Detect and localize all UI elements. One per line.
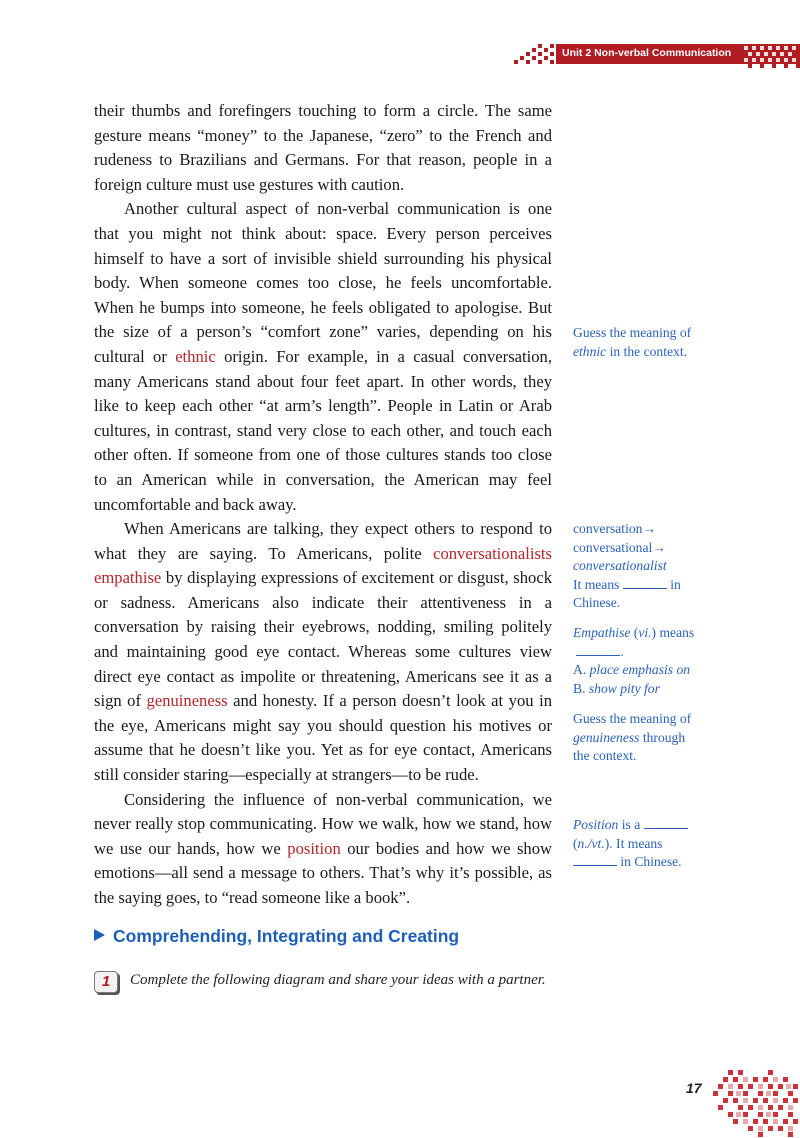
fill-blank[interactable]	[644, 816, 688, 829]
article-body	[94, 99, 552, 911]
paragraph-2: Another cultural aspect of non-verbal communication is one that you might not think about: space. Every person perceives himself to have a sort of invisible shield surrounding his physical body. When someone comes too close, he feels uncomfortable. When he bumps into someone, he feels obligated to apologise. But the size of a person’s “comfort zone” varies, depending on his cultural or ethnic origin. For example, in a casual conversation, many Americans stand about four feet apart. In other words, they like to keep each other “at arm’s length”. People in Latin or Arab cultures, in contrast, stand very close to each other, and touch each other often. If someone from one of those cultures stands too close to an American while in conversation, the American may feel uncomfortable and back away.	[94, 199, 552, 514]
option-a[interactable]: place emphasis on	[589, 662, 691, 677]
header-checker-pattern	[506, 40, 556, 66]
section-heading: Comprehending, Integrating and Creating	[94, 926, 459, 947]
unit-title: Unit 2 Non-verbal Communication	[562, 47, 732, 59]
keyword-conversationalists-empathise: conversationalists empathise	[94, 543, 552, 588]
page-number: 17	[686, 1080, 702, 1096]
keyword-position: position	[287, 838, 341, 858]
header-checker-right	[740, 44, 800, 70]
keyword-genuineness: genuineness	[146, 691, 228, 711]
paragraph-4: Considering the influence of non-verbal communication, we never really stop communicating. How we walk, how we stand, how we use our hands, how we position our bodies and how we show emotions—all send a message to others. That’s why it’s possible, as the saying goes, to “read someone like a book”.	[94, 789, 552, 907]
task-number-badge: 1	[94, 971, 118, 993]
paragraph-1: their thumbs and forefingers touching to form a circle. The same gesture means “money” to the Japanese, “zero” to the French and rudeness to Brazilians and Germans. For that reason, people in a foreign culture must use gestures with caution.	[94, 101, 552, 194]
note-conversationalist: conversation→ conversational→ conversationalist It means in Chinese.	[573, 521, 681, 610]
fill-blank[interactable]	[623, 576, 667, 589]
option-b[interactable]: show pity for	[588, 680, 660, 696]
note-position: Position is a (n./vt.). It means in Chinese.	[573, 816, 711, 872]
note-ethnic: Guess the meaning of ethnic in the context.	[573, 325, 692, 359]
keyword-ethnic: ethnic	[175, 346, 216, 366]
triangle-bullet-icon	[94, 929, 105, 941]
task-instruction: Complete the following diagram and share your ideas with a partner.	[130, 972, 546, 988]
footer-checker-pattern	[708, 1068, 800, 1138]
note-empathise: Empathise (vi.) means . A. place emphasis on B. show pity for	[573, 625, 695, 696]
fill-blank[interactable]	[576, 643, 620, 656]
note-genuineness: Guess the meaning of genuineness through the context.	[573, 711, 692, 763]
paragraph-3: When Americans are talking, they expect others to respond to what they are saying. To Americans, polite conversationalists empathise by displaying expressions of excitement or disgust, shock or sadness. Americans also indicate their attentiveness in a conversation by raising their eyebrows, nodding, smiling politely and maintaining good eye contact. Whereas some cultures view direct eye contact as impolite or threatening, Americans see it as a sign of genuineness and honesty. If a person doesn’t look at you in the eye, Americans might say you should question his motives or assume that he doesn’t like you. Yet as for eye contact, Americans still consider staring—especially at strangers—to be rude.	[94, 519, 552, 785]
fill-blank[interactable]	[573, 853, 617, 866]
